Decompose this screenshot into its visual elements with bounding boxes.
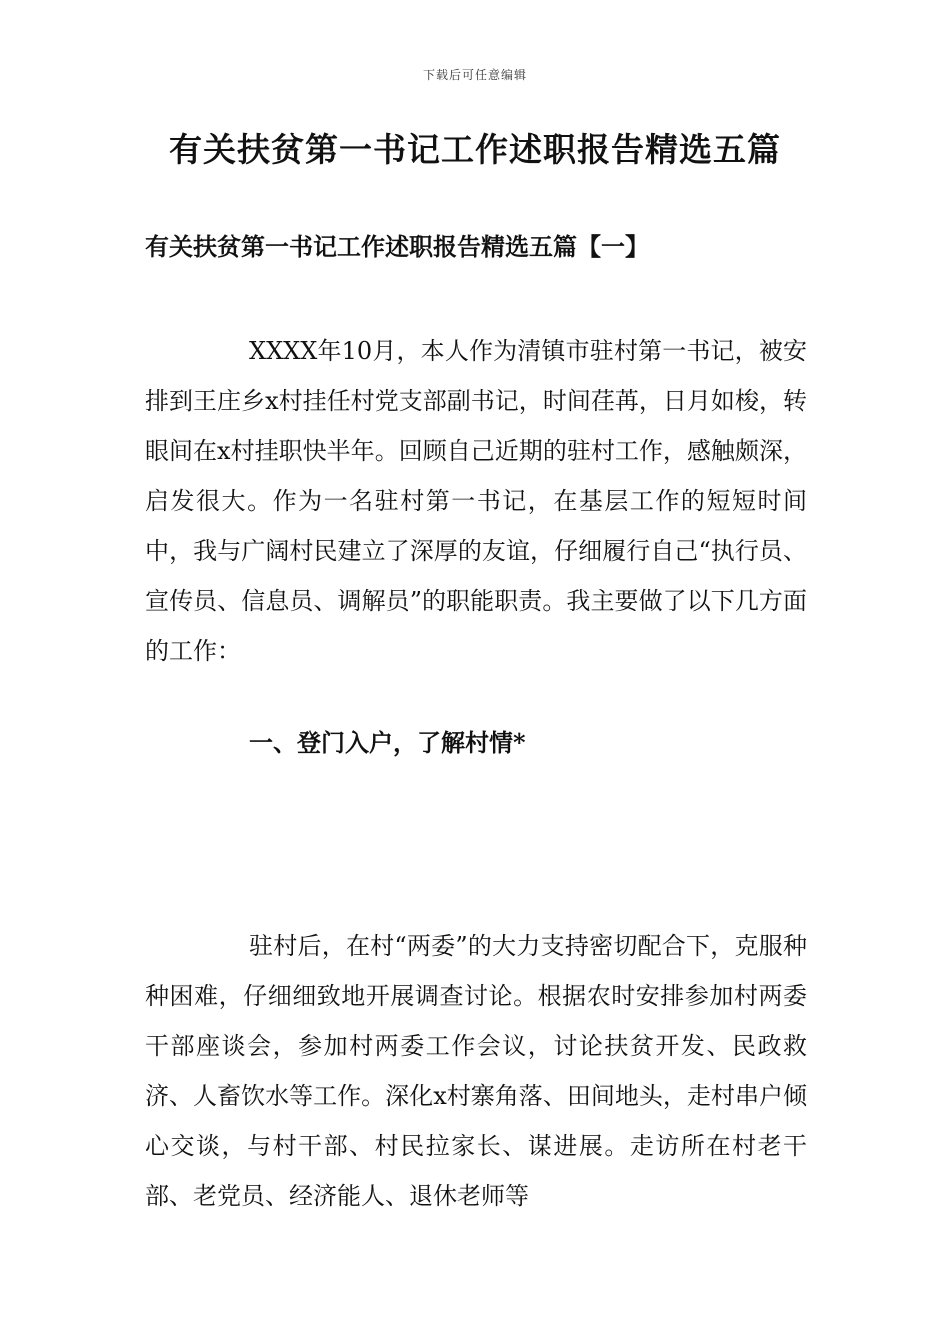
document-title: 有关扶贫第一书记工作述职报告精选五篇 xyxy=(169,130,781,169)
header-note: 下载后可任意编辑 xyxy=(422,68,527,82)
paragraph-2: 驻村后，在村“两委”的大力支持密切配合下，克服种种困难，仔细细致地开展调查讨论。根据农时安排参加村两委干部座谈会，参加村两委工作会议，讨论扶贫开发、民政救济、人畜饮水等工作。深化x村寨角落、田间地头，走村串户倾心交谈，与村干部、村民拉家长、谋进展。走访所在村老干部、老党员、经济能人、退休老师等 xyxy=(145,932,807,1210)
paragraph-intro: XXXX年10月，本人作为清镇市驻村第一书记，被安排到王庄乡x村挂任村党支部副书记，时间荏苒，日月如梭，转眼间在x村挂职快半年。回顾自己近期的驻村工作，感触颇深，启发很大。作为一名驻村第一书记，在基层工作的短短时间中，我与广阔村民建立了深厚的友谊，仔细履行自己“执行员、宣传员、信息员、调解员”的职能职责。我主要做了以下几方面的工作： xyxy=(145,337,807,665)
subheading-1: 一、登门入户，了解村情* xyxy=(249,728,526,757)
section-title: 有关扶贫第一书记工作述职报告精选五篇【一】 xyxy=(145,232,649,261)
